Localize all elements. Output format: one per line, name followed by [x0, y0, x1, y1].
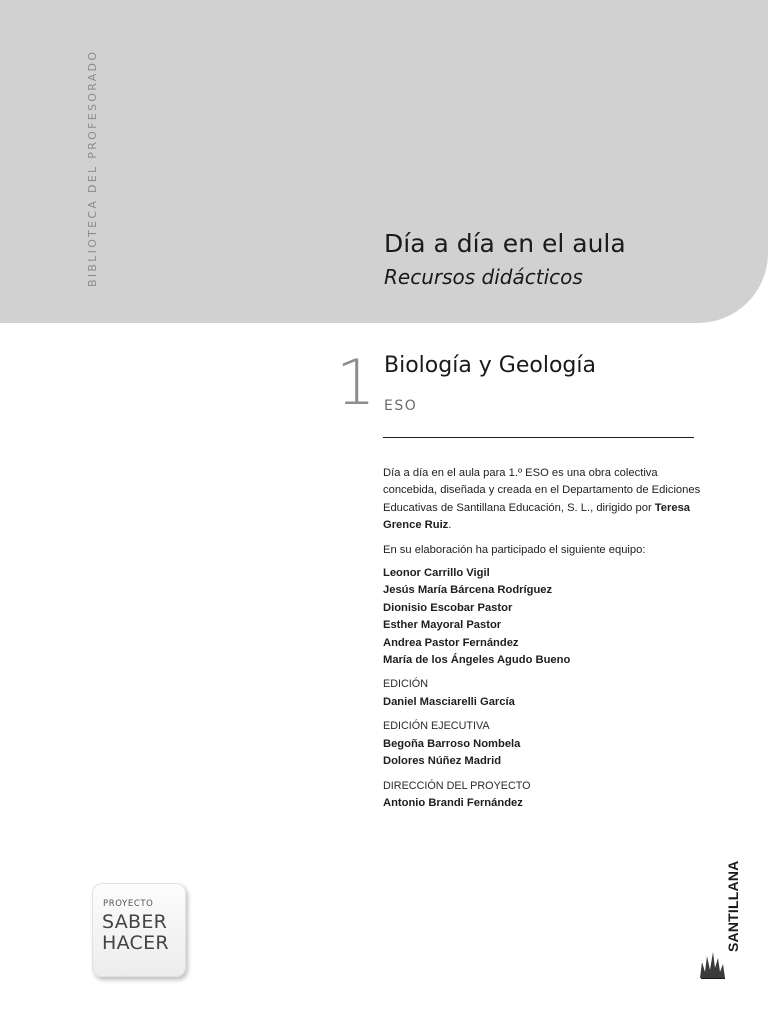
executive-editor-name: Dolores Núñez Madrid: [383, 755, 502, 768]
project-director-name: Antonio Brandi Fernández: [383, 796, 523, 809]
editor-name: Daniel Masciarelli García: [383, 695, 515, 708]
team-member: Leonor Carrillo Vigil: [383, 567, 490, 580]
publisher-logo: [696, 860, 756, 981]
logo-line-2: HACER: [102, 932, 169, 954]
team-intro: En su elaboración ha participado el siguiente equipo:: [383, 543, 646, 556]
team-member: Dionisio Escobar Pastor: [383, 601, 513, 614]
direccion-list: [383, 795, 713, 812]
logo-small-text: PROYECTO: [103, 899, 154, 909]
credits-intro: Día a día en el aula para 1.º ESO es una obra colectiva concebida, diseñada y creada en el Departamento de Ediciones Educativas de Santillana Educación, S. L., dirigido por Teresa Grence Ruiz.: [383, 467, 701, 532]
direccion-label: DIRECCIÓN DEL PROYECTO: [383, 779, 531, 792]
team-member: Jesús María Bárcena Rodríguez: [383, 584, 553, 597]
publisher-name: SANTILLANA: [725, 860, 741, 952]
team-member: Andrea Pastor Fernández: [383, 636, 519, 649]
ejecutiva-label: EDICIÓN EJECUTIVA: [383, 720, 490, 733]
saber-hacer-logo: [92, 883, 186, 977]
logo-line-1: SABER: [102, 911, 168, 933]
divider: [383, 437, 694, 438]
team-member: María de los Ángeles Agudo Bueno: [383, 654, 571, 667]
course-number: 1: [336, 346, 376, 419]
ejecutiva-list: [383, 736, 713, 771]
team-member: Esther Mayoral Pastor: [383, 619, 502, 632]
executive-editor-name: Begoña Barroso Nombela: [383, 737, 521, 750]
publisher-emblem-icon: [698, 948, 728, 980]
spine-label: BIBLIOTECA DEL PROFESORADO: [86, 49, 99, 287]
book-title: Día a día en el aula: [384, 229, 626, 258]
edicion-label: EDICIÓN: [383, 678, 428, 691]
subject-title: Biología y Geología: [384, 353, 596, 378]
book-subtitle: Recursos didácticos: [384, 265, 583, 289]
team-list: [383, 565, 713, 669]
education-level: ESO: [384, 398, 418, 414]
edicion-list: [383, 694, 713, 711]
director-name: Teresa Grence Ruiz: [383, 501, 691, 532]
credits-block: [383, 465, 713, 812]
